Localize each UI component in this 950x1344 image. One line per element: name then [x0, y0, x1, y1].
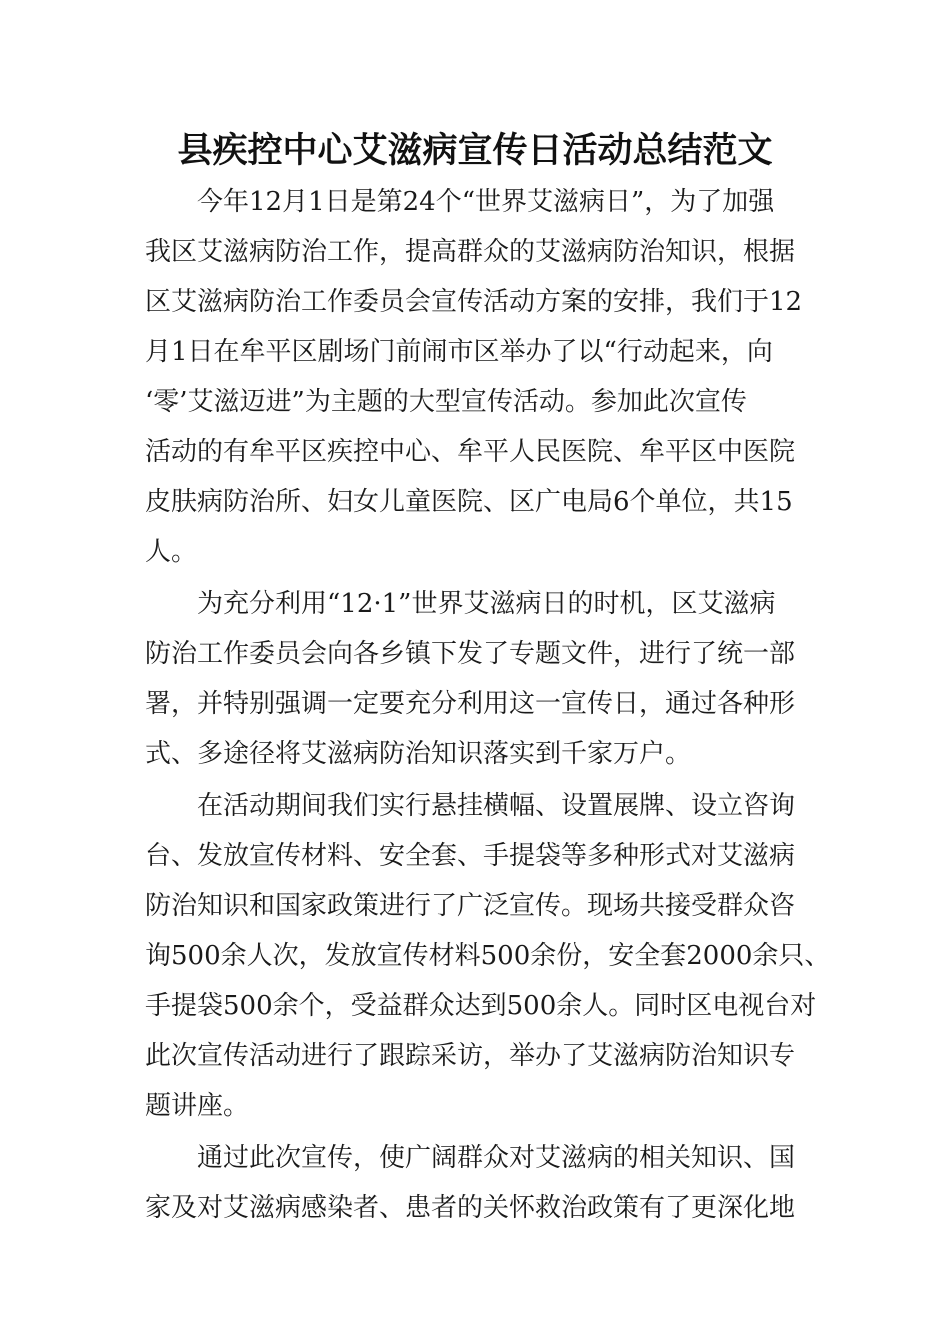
paragraph-2: [145, 579, 817, 779]
paragraph-line: 活动的有牟平区疾控中心、牟平人民医院、牟平区中医院: [145, 437, 796, 467]
paragraph-line: 月1日在牟平区剧场门前闹市区举办了以“行动起来，向: [145, 337, 773, 367]
document-body: [145, 177, 831, 1235]
paragraph-line: 手提袋500余个，受益群众达到500余人。同时区电视台对: [145, 991, 817, 1021]
paragraph-line: 防治知识和国家政策进行了广泛宣传。现场共接受群众咨: [145, 891, 796, 921]
paragraph-line: 家及对艾滋病感染者、患者的关怀救治政策有了更深化地: [145, 1193, 796, 1223]
paragraph-line: 区艾滋病防治工作委员会宣传活动方案的安排，我们于12: [145, 287, 803, 317]
paragraph-4: [145, 1133, 817, 1233]
paragraph-line: 题讲座。: [145, 1091, 250, 1121]
paragraph-line: 防治工作委员会向各乡镇下发了专题文件，进行了统一部: [145, 639, 796, 669]
paragraph-1: [145, 177, 817, 577]
paragraph-line: 署，并特别强调一定要充分利用这一宣传日，通过各种形: [145, 689, 796, 719]
paragraph-line: 皮肤病防治所、妇女儿童医院、区广电局6个单位，共15: [145, 487, 793, 517]
paragraph-line: 台、发放宣传材料、安全套、手提袋等多种形式对艾滋病: [145, 841, 796, 871]
paragraph-line: 我区艾滋病防治工作，提高群众的艾滋病防治知识，根据: [145, 237, 796, 267]
paragraph-3: [145, 781, 831, 1131]
document-title: 县疾控中心艾滋病宣传日活动总结范文: [177, 131, 773, 171]
paragraph-line: 式、多途径将艾滋病防治知识落实到千家万户。: [145, 739, 692, 769]
paragraph-line: 此次宣传活动进行了跟踪采访，举办了艾滋病防治知识专: [145, 1041, 796, 1071]
paragraph-line: 通过此次宣传，使广阔群众对艾滋病的相关知识、国: [197, 1143, 796, 1173]
paragraph-line: 人。: [145, 537, 198, 567]
paragraph-line: 为充分利用“12·1”世界艾滋病日的时机，区艾滋病: [197, 589, 776, 619]
paragraph-line: 今年12月1日是第24个“世界艾滋病日”，为了加强: [197, 187, 775, 217]
paragraph-line: 在活动期间我们实行悬挂横幅、设置展牌、设立咨询: [197, 791, 796, 821]
paragraph-line: ‘零’艾滋迈进”为主题的大型宣传活动。参加此次宣传: [145, 387, 747, 417]
paragraph-line: 询500余人次，发放宣传材料500余份，安全套2000余只、: [145, 941, 831, 971]
